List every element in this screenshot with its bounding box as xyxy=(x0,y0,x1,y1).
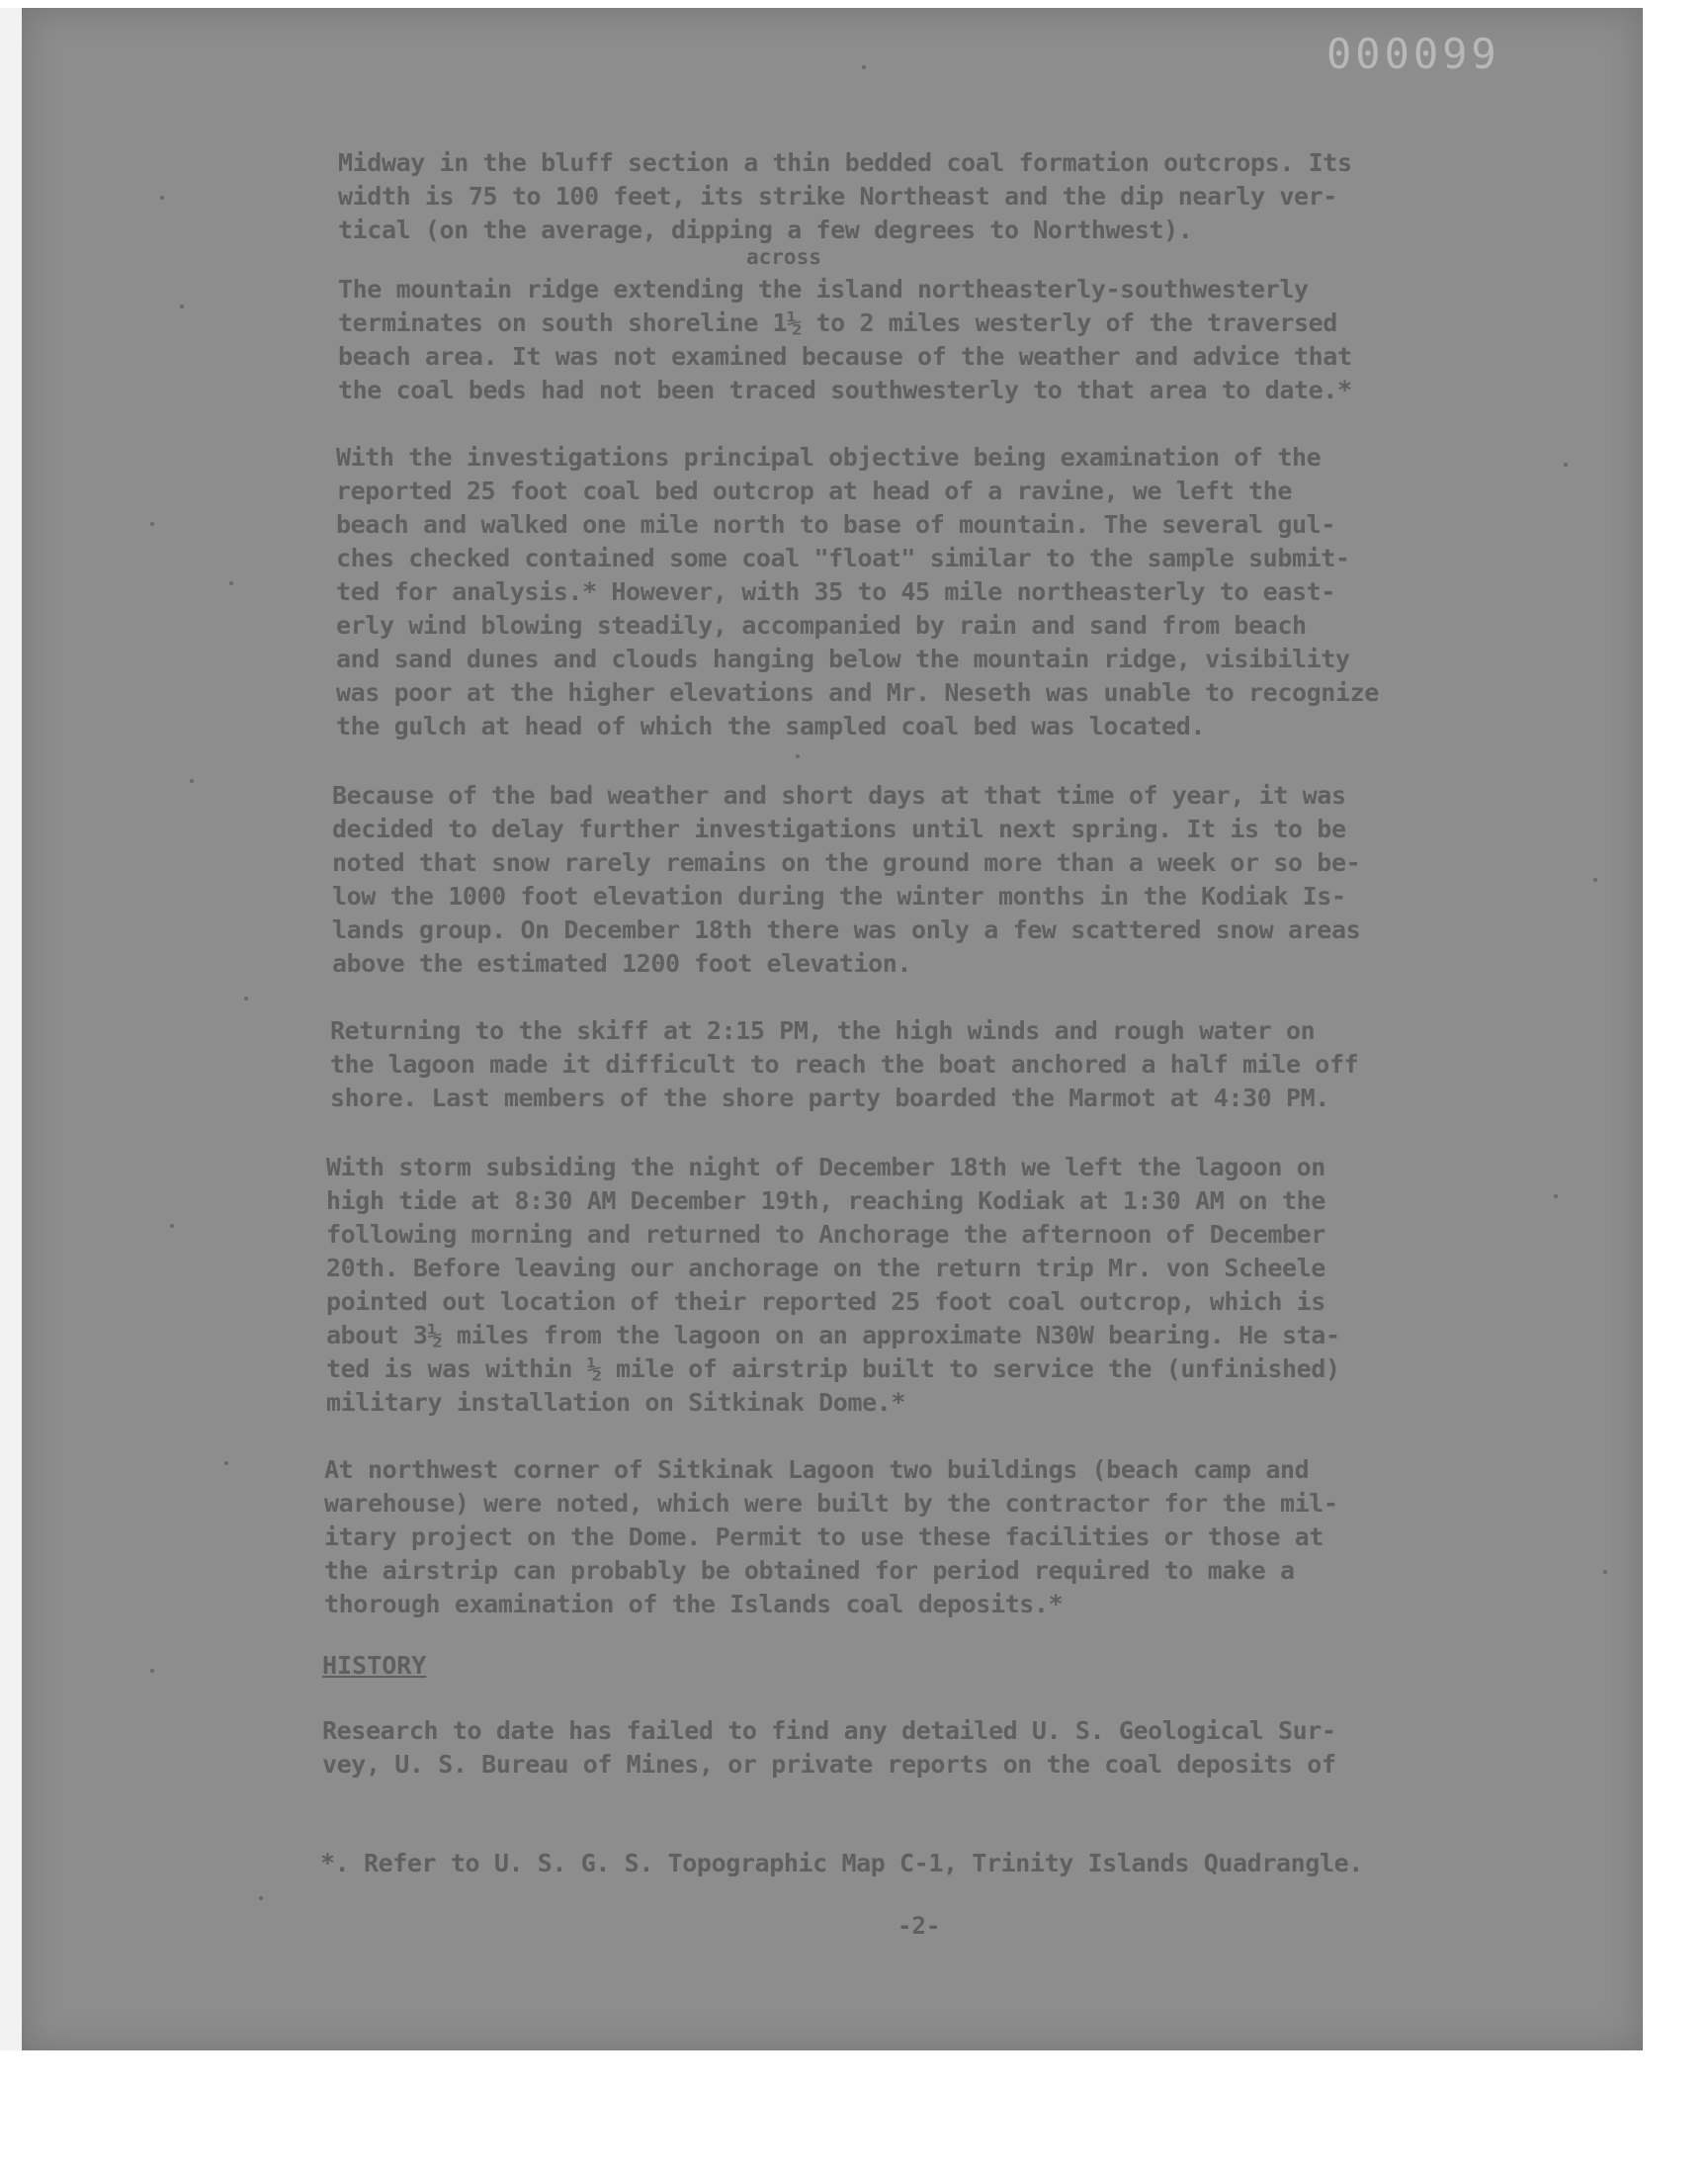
history-line-2: vey, U. S. Bureau of Mines, or private reports on the coal deposits of xyxy=(322,1750,1336,1779)
paragraph-6-line-4: 20th. Before leaving our anchorage on the return trip Mr. von Scheele xyxy=(326,1254,1325,1282)
section-heading-history: HISTORY xyxy=(322,1651,427,1680)
scan-speck xyxy=(1603,1570,1607,1574)
footnote: *. Refer to U. S. G. S. Topographic Map C-1, Trinity Islands Quadrangle. xyxy=(320,1849,1363,1877)
paragraph-1-line-3: tical (on the average, dipping a few degrees to Northwest). xyxy=(338,216,1193,244)
scan-speck xyxy=(1554,1194,1558,1198)
scan-speck xyxy=(170,1224,174,1228)
paragraph-4-line-3: noted that snow rarely remains on the ground more than a week or so be- xyxy=(332,848,1361,877)
handwritten-insertion: across xyxy=(746,245,821,269)
paragraph-2-line-4: the coal beds had not been traced southwesterly to that area to date.* xyxy=(338,376,1352,404)
document-number: 000099 xyxy=(1326,30,1500,78)
paragraph-2-line-1: The mountain ridge extending the island northeasterly-southwesterly xyxy=(338,275,1309,304)
paragraph-4-line-4: low the 1000 foot elevation during the winter months in the Kodiak Is- xyxy=(332,882,1346,911)
paragraph-7-line-1: At northwest corner of Sitkinak Lagoon two buildings (beach camp and xyxy=(324,1455,1310,1484)
paragraph-4-line-6: above the estimated 1200 foot elevation. xyxy=(332,949,912,978)
history-line-1: Research to date has failed to find any detailed U. S. Geological Sur- xyxy=(322,1716,1336,1745)
scan-speck xyxy=(259,1896,263,1900)
paragraph-6-line-3: following morning and returned to Anchorage the afternoon of December xyxy=(326,1220,1325,1249)
paragraph-3-line-1: With the investigations principal objective being examination of the xyxy=(336,443,1322,472)
paragraph-6-line-2: high tide at 8:30 AM December 19th, reaching Kodiak at 1:30 AM on the xyxy=(326,1186,1325,1215)
paragraph-6-line-1: With storm subsiding the night of December 18th we left the lagoon on xyxy=(326,1153,1325,1181)
paragraph-5-line-2: the lagoon made it difficult to reach the boat anchored a half mile off xyxy=(330,1050,1359,1079)
paragraph-3-line-3: beach and walked one mile north to base of mountain. The several gul- xyxy=(336,510,1335,539)
scan-speck xyxy=(862,65,866,69)
paragraph-3-line-7: and sand dunes and clouds hanging below the mountain ridge, visibility xyxy=(336,645,1350,673)
paragraph-6-line-5: pointed out location of their reported 25 foot coal outcrop, which is xyxy=(326,1287,1325,1316)
paragraph-2-line-3: beach area. It was not examined because of the weather and advice that xyxy=(338,342,1352,371)
scan-speck xyxy=(796,754,800,758)
scan-left-margin xyxy=(0,8,22,2050)
paragraph-4-line-2: decided to delay further investigations until next spring. It is to be xyxy=(332,815,1346,843)
paragraph-6-line-6: about 3½ miles from the lagoon on an approximate N30W bearing. He sta- xyxy=(326,1321,1340,1349)
paragraph-5-line-1: Returning to the skiff at 2:15 PM, the high winds and rough water on xyxy=(330,1016,1316,1045)
scan-speck xyxy=(1564,463,1568,467)
paragraph-5-line-3: shore. Last members of the shore party boarded the Marmot at 4:30 PM. xyxy=(330,1084,1329,1112)
scan-speck xyxy=(150,522,154,526)
scan-speck xyxy=(224,1461,228,1465)
paragraph-7-line-2: warehouse) were noted, which were built by the contractor for the mil- xyxy=(324,1489,1338,1518)
scan-speck xyxy=(180,304,184,308)
scan-speck xyxy=(1593,878,1597,882)
paragraph-1-line-2: width is 75 to 100 feet, its strike Northeast and the dip nearly ver- xyxy=(338,182,1337,211)
scanned-page xyxy=(22,8,1643,2050)
paragraph-6-line-8: military installation on Sitkinak Dome.* xyxy=(326,1388,906,1417)
scan-speck xyxy=(244,997,248,1000)
scan-speck xyxy=(160,196,164,200)
page-number: -2- xyxy=(897,1912,941,1940)
paragraph-2-line-2: terminates on south shoreline 1½ to 2 miles westerly of the traversed xyxy=(338,308,1337,337)
paragraph-4-line-5: lands group. On December 18th there was only a few scattered snow areas xyxy=(332,915,1361,944)
paragraph-3-line-9: the gulch at head of which the sampled coal bed was located. xyxy=(336,712,1206,740)
paragraph-7-line-3: itary project on the Dome. Permit to use these facilities or those at xyxy=(324,1522,1324,1551)
paragraph-7-line-5: thorough examination of the Islands coal deposits.* xyxy=(324,1590,1064,1618)
paragraph-1-line-1: Midway in the bluff section a thin bedded coal formation outcrops. Its xyxy=(338,148,1352,177)
paragraph-3-line-5: ted for analysis.* However, with 35 to 45 mile northeasterly to east- xyxy=(336,577,1335,606)
paragraph-7-line-4: the airstrip can probably be obtained for period required to make a xyxy=(324,1556,1295,1585)
paragraph-3-line-6: erly wind blowing steadily, accompanied by rain and sand from beach xyxy=(336,611,1307,640)
scan-speck xyxy=(229,581,233,585)
paragraph-3-line-2: reported 25 foot coal bed outcrop at head of a ravine, we left the xyxy=(336,477,1292,505)
paragraph-3-line-8: was poor at the higher elevations and Mr. Neseth was unable to recognize xyxy=(336,678,1379,707)
scan-speck xyxy=(150,1669,154,1673)
paragraph-4-line-1: Because of the bad weather and short days at that time of year, it was xyxy=(332,781,1346,810)
paragraph-3-line-4: ches checked contained some coal "float" similar to the sample submit- xyxy=(336,544,1350,572)
scan-speck xyxy=(190,779,194,783)
paragraph-6-line-7: ted is was within ½ mile of airstrip built to service the (unfinished) xyxy=(326,1354,1340,1383)
